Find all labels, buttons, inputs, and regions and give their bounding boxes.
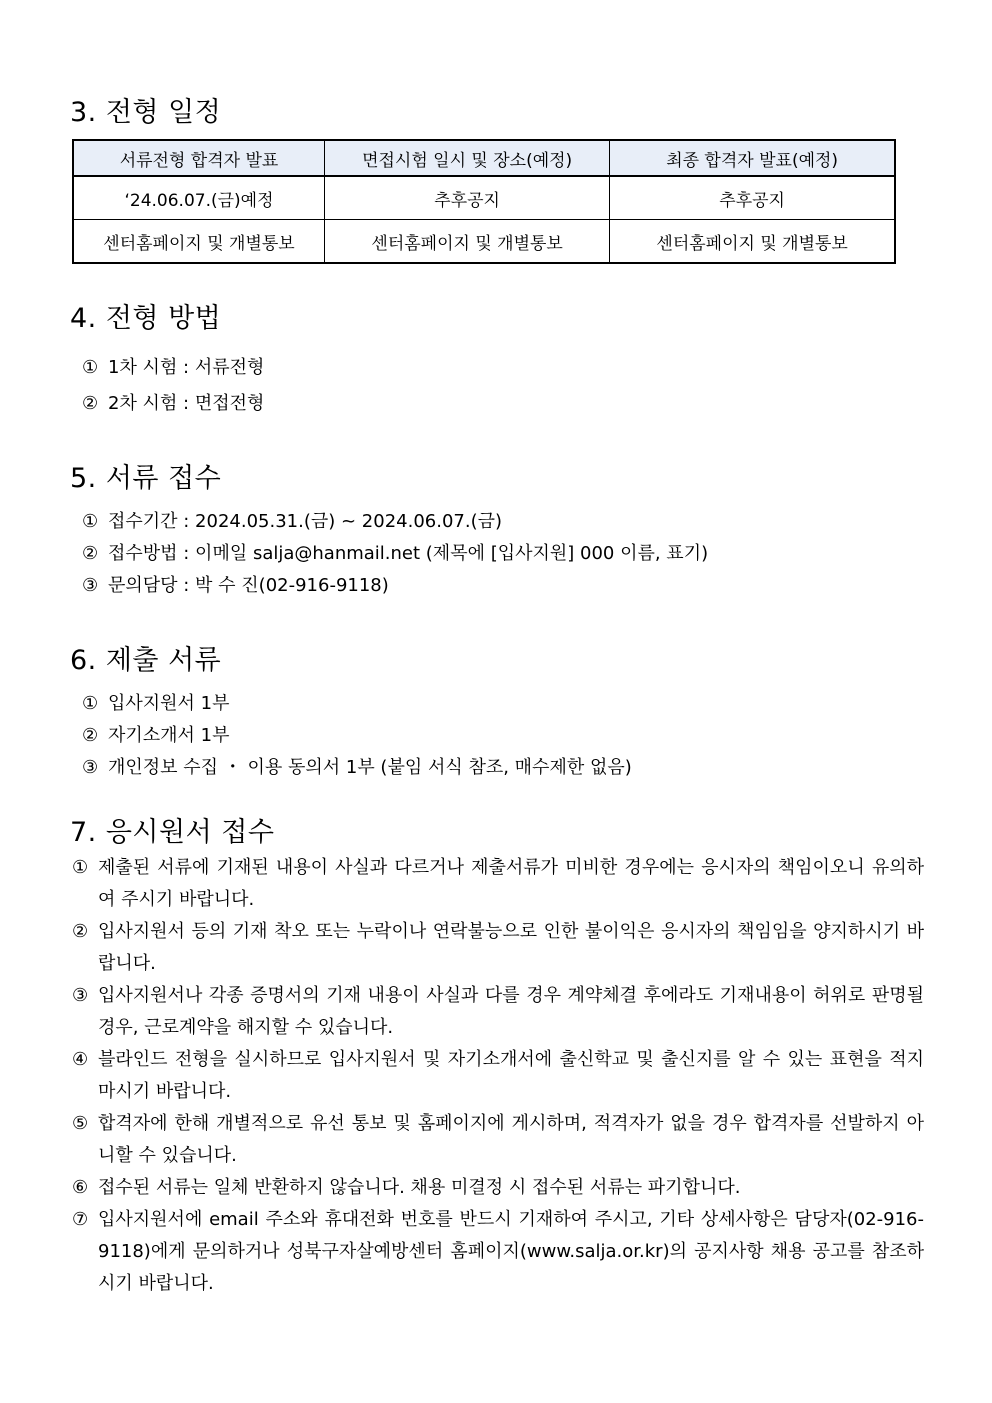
- numbered-paragraph: [72, 1108, 924, 1172]
- schedule-header-cell: 최종 합격자 발표(예정): [610, 140, 895, 176]
- list-item-text: 1차 시험 : 서류전형: [108, 357, 265, 378]
- schedule-cell: ‘24.06.07.(금)예정: [73, 176, 325, 220]
- list-item: [82, 507, 502, 533]
- section-4-heading: 4. 전형 방법: [70, 303, 222, 334]
- numbered-paragraph: [72, 1204, 924, 1300]
- schedule-header-cell: 면접시험 일시 및 장소(예정): [325, 140, 610, 176]
- list-item-text: 2차 시험 : 면접전형: [108, 393, 265, 414]
- list-item-text: 접수기간 : 2024.05.31.(금) ~ 2024.06.07.(금): [108, 511, 503, 532]
- list-marker: ③: [82, 575, 99, 596]
- numbered-paragraph: [72, 852, 924, 916]
- list-item-text: 입사지원서 1부: [108, 693, 230, 714]
- schedule-row: [73, 220, 895, 264]
- list-item: [82, 389, 264, 415]
- list-marker: ②: [82, 543, 99, 564]
- paragraph-text: 블라인드 전형을 실시하므로 입사지원서 및 자기소개서에 출신학교 및 출신지를 알 수 있는 표현을 적지 마시기 바랍니다.: [98, 1049, 924, 1102]
- schedule-cell: 추후공지: [325, 176, 610, 220]
- list-item: [82, 753, 632, 779]
- list-marker: ②: [72, 921, 89, 942]
- schedule-cell: 추후공지: [610, 176, 895, 220]
- schedule-header-row: [73, 140, 895, 176]
- list-item-text: 자기소개서 1부: [108, 725, 230, 746]
- numbered-paragraph: [72, 1172, 924, 1204]
- list-marker: ①: [82, 357, 99, 378]
- section-6-heading: 6. 제출 서류: [70, 645, 222, 676]
- paragraph-text: 제출된 서류에 기재된 내용이 사실과 다르거나 제출서류가 미비한 경우에는 응시자의 책임이오니 유의하여 주시기 바랍니다.: [98, 857, 924, 910]
- paragraph-text: 합격자에 한해 개별적으로 유선 통보 및 홈페이지에 게시하며, 적격자가 없을 경우 합격자를 선발하지 아니할 수 있습니다.: [98, 1113, 924, 1166]
- list-marker: ⑦: [72, 1209, 89, 1230]
- section-3-heading: 3. 전형 일정: [70, 97, 222, 128]
- list-marker: ①: [82, 511, 99, 532]
- paragraph-text: 입사지원서에 email 주소와 휴대전화 번호를 반드시 기재하여 주시고, 기타 상세사항은 담당자(02-916-9118)에게 문의하거나 성북구자살예방센터 홈페이지(www.salja.or.kr)의 공지사항 채용 공고를 참조하시기 바랍니다.: [98, 1209, 924, 1294]
- section-7-heading: 7. 응시원서 접수: [70, 817, 275, 848]
- schedule-header-cell: 서류전형 합격자 발표: [73, 140, 325, 176]
- schedule-cell: 센터홈페이지 및 개별통보: [73, 220, 325, 264]
- paragraph-text: 접수된 서류는 일체 반환하지 않습니다. 채용 미결정 시 접수된 서류는 파기합니다.: [98, 1177, 741, 1198]
- schedule-row: [73, 176, 895, 220]
- paragraph-text: 입사지원서나 각종 증명서의 기재 내용이 사실과 다를 경우 계약체결 후에라도 기재내용이 허위로 판명될 경우, 근로계약을 해지할 수 있습니다.: [98, 985, 924, 1038]
- list-item-text: 개인정보 수집 ・ 이용 동의서 1부 (붙임 서식 참조, 매수제한 없음): [108, 757, 632, 778]
- schedule-cell: 센터홈페이지 및 개별통보: [610, 220, 895, 264]
- list-marker: ③: [72, 985, 89, 1006]
- list-item-text: 접수방법 : 이메일 salja@hanmail.net (제목에 [입사지원] 000 이름, 표기): [108, 543, 709, 564]
- list-marker: ②: [82, 393, 99, 414]
- schedule-table: [72, 139, 896, 264]
- list-marker: ④: [72, 1049, 89, 1070]
- numbered-paragraph: [72, 980, 924, 1044]
- list-item-text: 문의담당 : 박 수 진(02-916-9118): [108, 575, 389, 596]
- section-5-heading: 5. 서류 접수: [70, 463, 222, 494]
- list-marker: ⑤: [72, 1113, 89, 1134]
- numbered-paragraph: [72, 916, 924, 980]
- list-item: [82, 571, 389, 597]
- paragraph-text: 입사지원서 등의 기재 착오 또는 누락이나 연락불능으로 인한 불이익은 응시자의 책임임을 양지하시기 바랍니다.: [98, 921, 924, 974]
- list-marker: ①: [82, 693, 99, 714]
- list-marker: ③: [82, 757, 99, 778]
- list-marker: ⑥: [72, 1177, 89, 1198]
- list-marker: ①: [72, 857, 89, 878]
- list-marker: ②: [82, 725, 99, 746]
- numbered-paragraph: [72, 1044, 924, 1108]
- schedule-cell: 센터홈페이지 및 개별통보: [325, 220, 610, 264]
- list-item: [82, 721, 230, 747]
- list-item: [82, 353, 264, 379]
- list-item: [82, 539, 708, 565]
- list-item: [82, 689, 230, 715]
